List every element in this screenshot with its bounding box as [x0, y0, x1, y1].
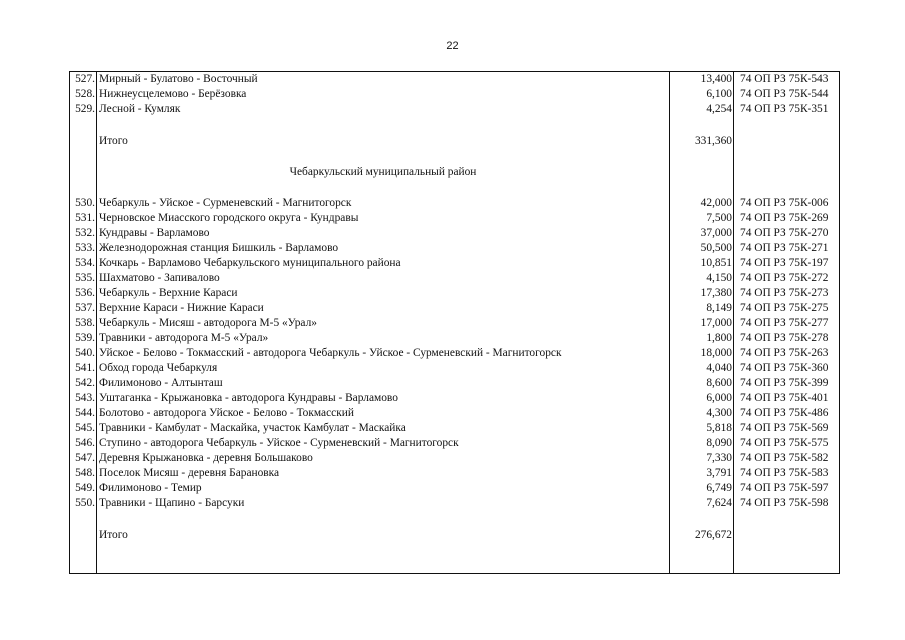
row-number: 534.	[75, 257, 95, 269]
road-length: 42,000	[700, 197, 732, 209]
road-name: Шахматово - Запивалово	[99, 272, 220, 284]
road-code: 74 ОП РЗ 75К-272	[740, 272, 829, 284]
table-row	[70, 466, 839, 481]
row-number: 538.	[75, 317, 95, 329]
road-name: Ступино - автодорога Чебаркуль - Уйское - Сурменевский - Магнитогорск	[99, 437, 459, 449]
road-code: 74 ОП РЗ 75К-575	[740, 437, 829, 449]
table-row	[70, 331, 839, 346]
road-code: 74 ОП РЗ 75К-597	[740, 482, 829, 494]
row-number: 533.	[75, 242, 95, 254]
table-row	[70, 241, 839, 256]
road-length: 50,500	[700, 242, 732, 254]
table-row	[70, 72, 839, 87]
table-row	[70, 286, 839, 301]
road-length: 18,000	[700, 347, 732, 359]
table-row	[70, 301, 839, 316]
table-row	[70, 496, 839, 511]
table-row	[70, 87, 839, 102]
road-length: 3,791	[706, 467, 732, 479]
road-length: 5,818	[706, 422, 732, 434]
road-code: 74 ОП РЗ 75К-275	[740, 302, 829, 314]
table-row	[70, 406, 839, 421]
road-name: Деревня Крыжановка - деревня Большаково	[99, 452, 313, 464]
road-length: 8,090	[706, 437, 732, 449]
road-name: Железнодорожная станция Бишкиль - Варламово	[99, 242, 339, 254]
row-number: 536.	[75, 287, 95, 299]
table-row	[70, 481, 839, 496]
road-length: 8,600	[706, 377, 732, 389]
road-length: 7,624	[706, 497, 732, 509]
total-row	[70, 528, 839, 543]
section-title: Чебаркульский муниципальный район	[289, 166, 477, 178]
row-number: 539.	[75, 332, 95, 344]
road-length: 17,380	[700, 287, 732, 299]
row-number: 528.	[75, 88, 95, 100]
road-length: 1,800	[706, 332, 732, 344]
road-code: 74 ОП РЗ 75К-006	[740, 197, 829, 209]
road-name: Нижнеусцелемово - Берёзовка	[99, 88, 247, 100]
table-row	[70, 316, 839, 331]
road-code: 74 ОП РЗ 75К-544	[740, 88, 829, 100]
roads-table	[69, 71, 840, 574]
table-row	[70, 256, 839, 271]
row-number: 540.	[75, 347, 95, 359]
road-code: 74 ОП РЗ 75К-543	[740, 73, 829, 85]
road-name: Кочкарь - Варламово Чебаркульского муниципального района	[99, 257, 401, 269]
total-label: Итого	[99, 135, 128, 147]
page-number: 22	[446, 40, 459, 52]
road-code: 74 ОП РЗ 75К-270	[740, 227, 829, 239]
road-length: 4,150	[706, 272, 732, 284]
road-code: 74 ОП РЗ 75К-360	[740, 362, 829, 374]
road-name: Филимоново - Алтынташ	[99, 377, 223, 389]
road-length: 17,000	[700, 317, 732, 329]
table-row	[70, 346, 839, 361]
road-length: 10,851	[700, 257, 732, 269]
road-name: Травники - Камбулат - Маскайка, участок Камбулат - Маскайка	[99, 422, 406, 434]
total-length: 276,672	[694, 529, 732, 541]
table-row	[70, 421, 839, 436]
total-row	[70, 134, 839, 149]
road-name: Чебаркуль - Уйское - Сурменевский - Магнитогорск	[99, 197, 352, 209]
road-name: Травники - автодорога М-5 «Урал»	[99, 332, 269, 344]
road-length: 13,400	[700, 73, 732, 85]
road-code: 74 ОП РЗ 75К-598	[740, 497, 829, 509]
road-name: Мирный - Булатово - Восточный	[99, 73, 258, 85]
table-row	[70, 226, 839, 241]
road-length: 7,330	[706, 452, 732, 464]
row-number: 547.	[75, 452, 95, 464]
road-code: 74 ОП РЗ 75К-197	[740, 257, 829, 269]
road-name: Верхние Караси - Нижние Караси	[99, 302, 264, 314]
row-number: 529.	[75, 103, 95, 115]
road-code: 74 ОП РЗ 75К-263	[740, 347, 829, 359]
row-number: 542.	[75, 377, 95, 389]
road-name: Уйское - Белово - Токмасский - автодорога Чебаркуль - Уйское - Сурменевский - Магнитогорск	[99, 347, 562, 359]
road-length: 6,100	[706, 88, 732, 100]
table-row	[70, 102, 839, 117]
road-length: 37,000	[700, 227, 732, 239]
road-code: 74 ОП РЗ 75К-351	[740, 103, 829, 115]
row-number: 541.	[75, 362, 95, 374]
road-length: 6,749	[706, 482, 732, 494]
row-number: 548.	[75, 467, 95, 479]
row-number: 545.	[75, 422, 95, 434]
row-number: 546.	[75, 437, 95, 449]
table-row	[70, 376, 839, 391]
road-name: Кундравы - Варламово	[99, 227, 210, 239]
row-number: 535.	[75, 272, 95, 284]
road-name: Болотово - автодорога Уйское - Белово - Токмасский	[99, 407, 354, 419]
road-name: Обход города Чебаркуля	[99, 362, 218, 374]
row-number: 549.	[75, 482, 95, 494]
table-row	[70, 196, 839, 211]
road-length: 4,254	[706, 103, 732, 115]
road-name: Поселок Мисяш - деревня Барановка	[99, 467, 280, 479]
road-code: 74 ОП РЗ 75К-583	[740, 467, 829, 479]
total-length: 331,360	[694, 135, 732, 147]
table-row	[70, 271, 839, 286]
table-row	[70, 436, 839, 451]
road-length: 4,300	[706, 407, 732, 419]
road-code: 74 ОП РЗ 75К-269	[740, 212, 829, 224]
road-code: 74 ОП РЗ 75К-273	[740, 287, 829, 299]
road-name: Чебаркуль - Верхние Караси	[99, 287, 238, 299]
road-name: Чебаркуль - Мисяш - автодорога М-5 «Урал»	[99, 317, 317, 329]
road-code: 74 ОП РЗ 75К-271	[740, 242, 829, 254]
road-name: Уштаганка - Крыжановка - автодорога Кундравы - Варламово	[99, 392, 398, 404]
road-name: Травники - Щапино - Барсуки	[99, 497, 245, 509]
road-code: 74 ОП РЗ 75К-582	[740, 452, 829, 464]
row-number: 527.	[75, 73, 95, 85]
row-number: 530.	[75, 197, 95, 209]
road-length: 4,040	[706, 362, 732, 374]
road-code: 74 ОП РЗ 75К-277	[740, 317, 829, 329]
road-length: 6,000	[706, 392, 732, 404]
road-length: 7,500	[706, 212, 732, 224]
row-number: 550.	[75, 497, 95, 509]
road-name: Филимоново - Темир	[99, 482, 202, 494]
table-row	[70, 451, 839, 466]
road-code: 74 ОП РЗ 75К-399	[740, 377, 829, 389]
total-label: Итого	[99, 529, 128, 541]
row-number: 532.	[75, 227, 95, 239]
road-name: Черновское Миасского городского округа - Кундравы	[99, 212, 359, 224]
row-number: 537.	[75, 302, 95, 314]
road-code: 74 ОП РЗ 75К-278	[740, 332, 829, 344]
road-name: Лесной - Кумляк	[99, 103, 181, 115]
table-row	[70, 361, 839, 376]
road-code: 74 ОП РЗ 75К-486	[740, 407, 829, 419]
table-row	[70, 211, 839, 226]
road-length: 8,149	[706, 302, 732, 314]
row-number: 543.	[75, 392, 95, 404]
row-number: 544.	[75, 407, 95, 419]
row-number: 531.	[75, 212, 95, 224]
road-code: 74 ОП РЗ 75К-569	[740, 422, 829, 434]
road-code: 74 ОП РЗ 75К-401	[740, 392, 829, 404]
table-row	[70, 391, 839, 406]
